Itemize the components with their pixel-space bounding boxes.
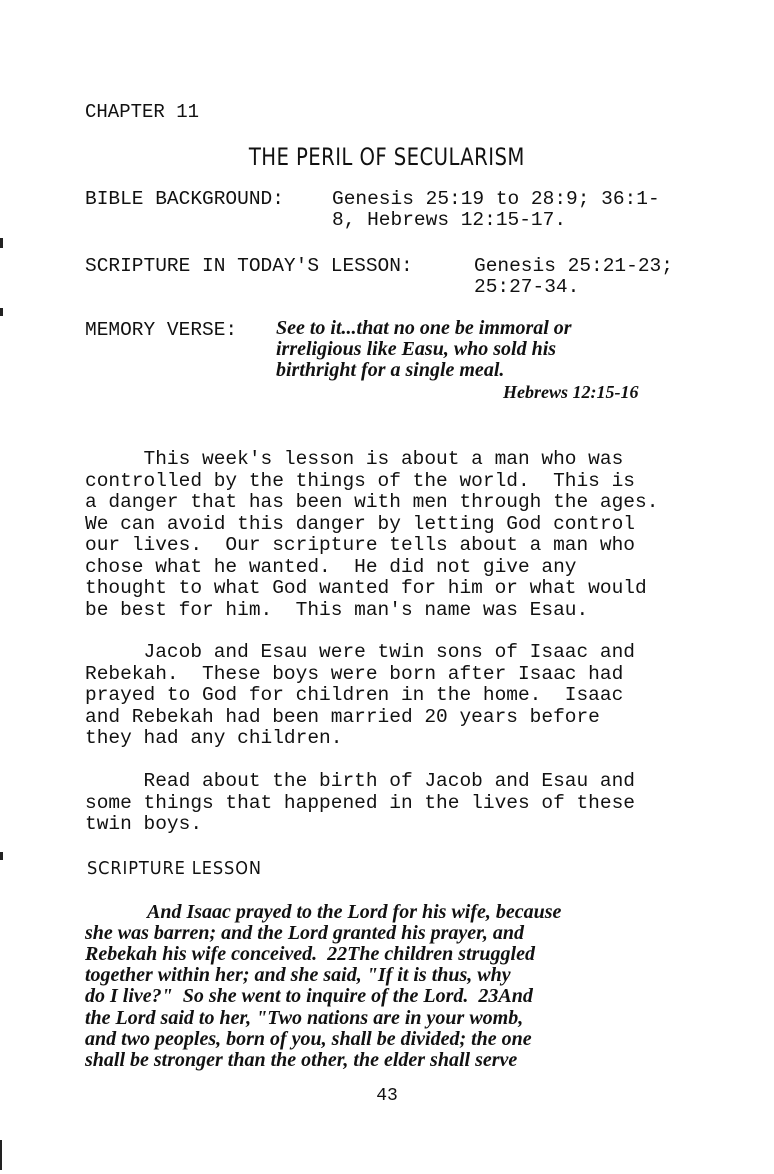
bible-background-line: 8, Hebrews 12:15-17. (332, 209, 567, 231)
paragraph-line: prayed to God for children in the home. Isaac (85, 684, 624, 706)
paragraph-line: thought to what God wanted for him or what would (85, 577, 647, 599)
paragraph-line: chose what he wanted. He did not give any (85, 555, 577, 578)
scan-edge-mark (0, 1140, 2, 1170)
memory-verse-line: irreligious like Easu, who sold his (276, 338, 557, 360)
paragraph-line: twin boys. (85, 813, 203, 835)
scripture-line: together within her; and she said, "If it is thus, why (85, 964, 511, 986)
paragraph-line: Rebekah. These boys were born after Isaac had (85, 662, 624, 685)
scripture-line: Rebekah his wife conceived. 22The children struggled (85, 943, 535, 965)
paragraph-line: a danger that has been with men through the ages. (85, 491, 659, 513)
scripture-today-line: Genesis 25:21-23; (474, 255, 673, 277)
paragraph-line: controlled by the things of the world. This is (85, 469, 635, 492)
scripture-today-label: SCRIPTURE IN TODAY'S LESSON: (85, 255, 413, 277)
scripture-line: shall be stronger than the other, the elder shall serve (85, 1049, 518, 1071)
page-number: 43 (376, 1086, 398, 1106)
paragraph-line: and Rebekah had been married 20 years before (85, 705, 600, 728)
scripture-line: the Lord said to her, "Two nations are in your womb, (85, 1007, 524, 1029)
chapter-title: THE PERIL OF SECULARISM (248, 143, 525, 171)
scripture-today-line: 25:27-34. (474, 276, 580, 298)
scripture-lesson-heading: SCRIPTURE LESSON (87, 858, 262, 879)
chapter-label: CHAPTER 11 (85, 101, 200, 123)
scan-edge-mark (0, 238, 3, 248)
bible-background-line: Genesis 25:19 to 28:9; 36:1- (332, 188, 660, 210)
paragraph-line: our lives. Our scripture tells about a man who (85, 534, 635, 556)
paragraph-line: some things that happened in the lives of these (85, 791, 635, 814)
paragraph-line: We can avoid this danger by letting God control (85, 512, 635, 535)
body-paragraph (85, 642, 745, 750)
paragraph-line: This week's lesson is about a man who was (85, 448, 624, 470)
memory-verse-label: MEMORY VERSE: (85, 319, 238, 341)
body-paragraph (85, 449, 745, 621)
paragraph-line: be best for him. This man's name was Esau. (85, 598, 589, 621)
scripture-line: she was barren; and the Lord granted his prayer, and (85, 922, 524, 944)
scan-edge-mark (0, 852, 3, 860)
scan-edge-mark (0, 308, 3, 316)
memory-verse-line: birthright for a single meal. (276, 359, 505, 381)
memory-verse-line: See to it...that no one be immoral or (276, 317, 572, 339)
body-paragraph (85, 771, 745, 836)
paragraph-line: they had any children. (85, 727, 343, 749)
bible-background-label: BIBLE BACKGROUND: (85, 188, 284, 210)
scripture-line: And Isaac prayed to the Lord for his wife, because (147, 901, 562, 923)
memory-verse-reference: Hebrews 12:15-16 (503, 382, 639, 402)
scripture-line: do I live?" So she went to inquire of the Lord. 23And (85, 985, 533, 1007)
scripture-line: and two peoples, born of you, shall be divided; the one (85, 1028, 532, 1050)
paragraph-line: Read about the birth of Jacob and Esau and (85, 770, 635, 792)
paragraph-line: Jacob and Esau were twin sons of Isaac and (85, 641, 635, 663)
